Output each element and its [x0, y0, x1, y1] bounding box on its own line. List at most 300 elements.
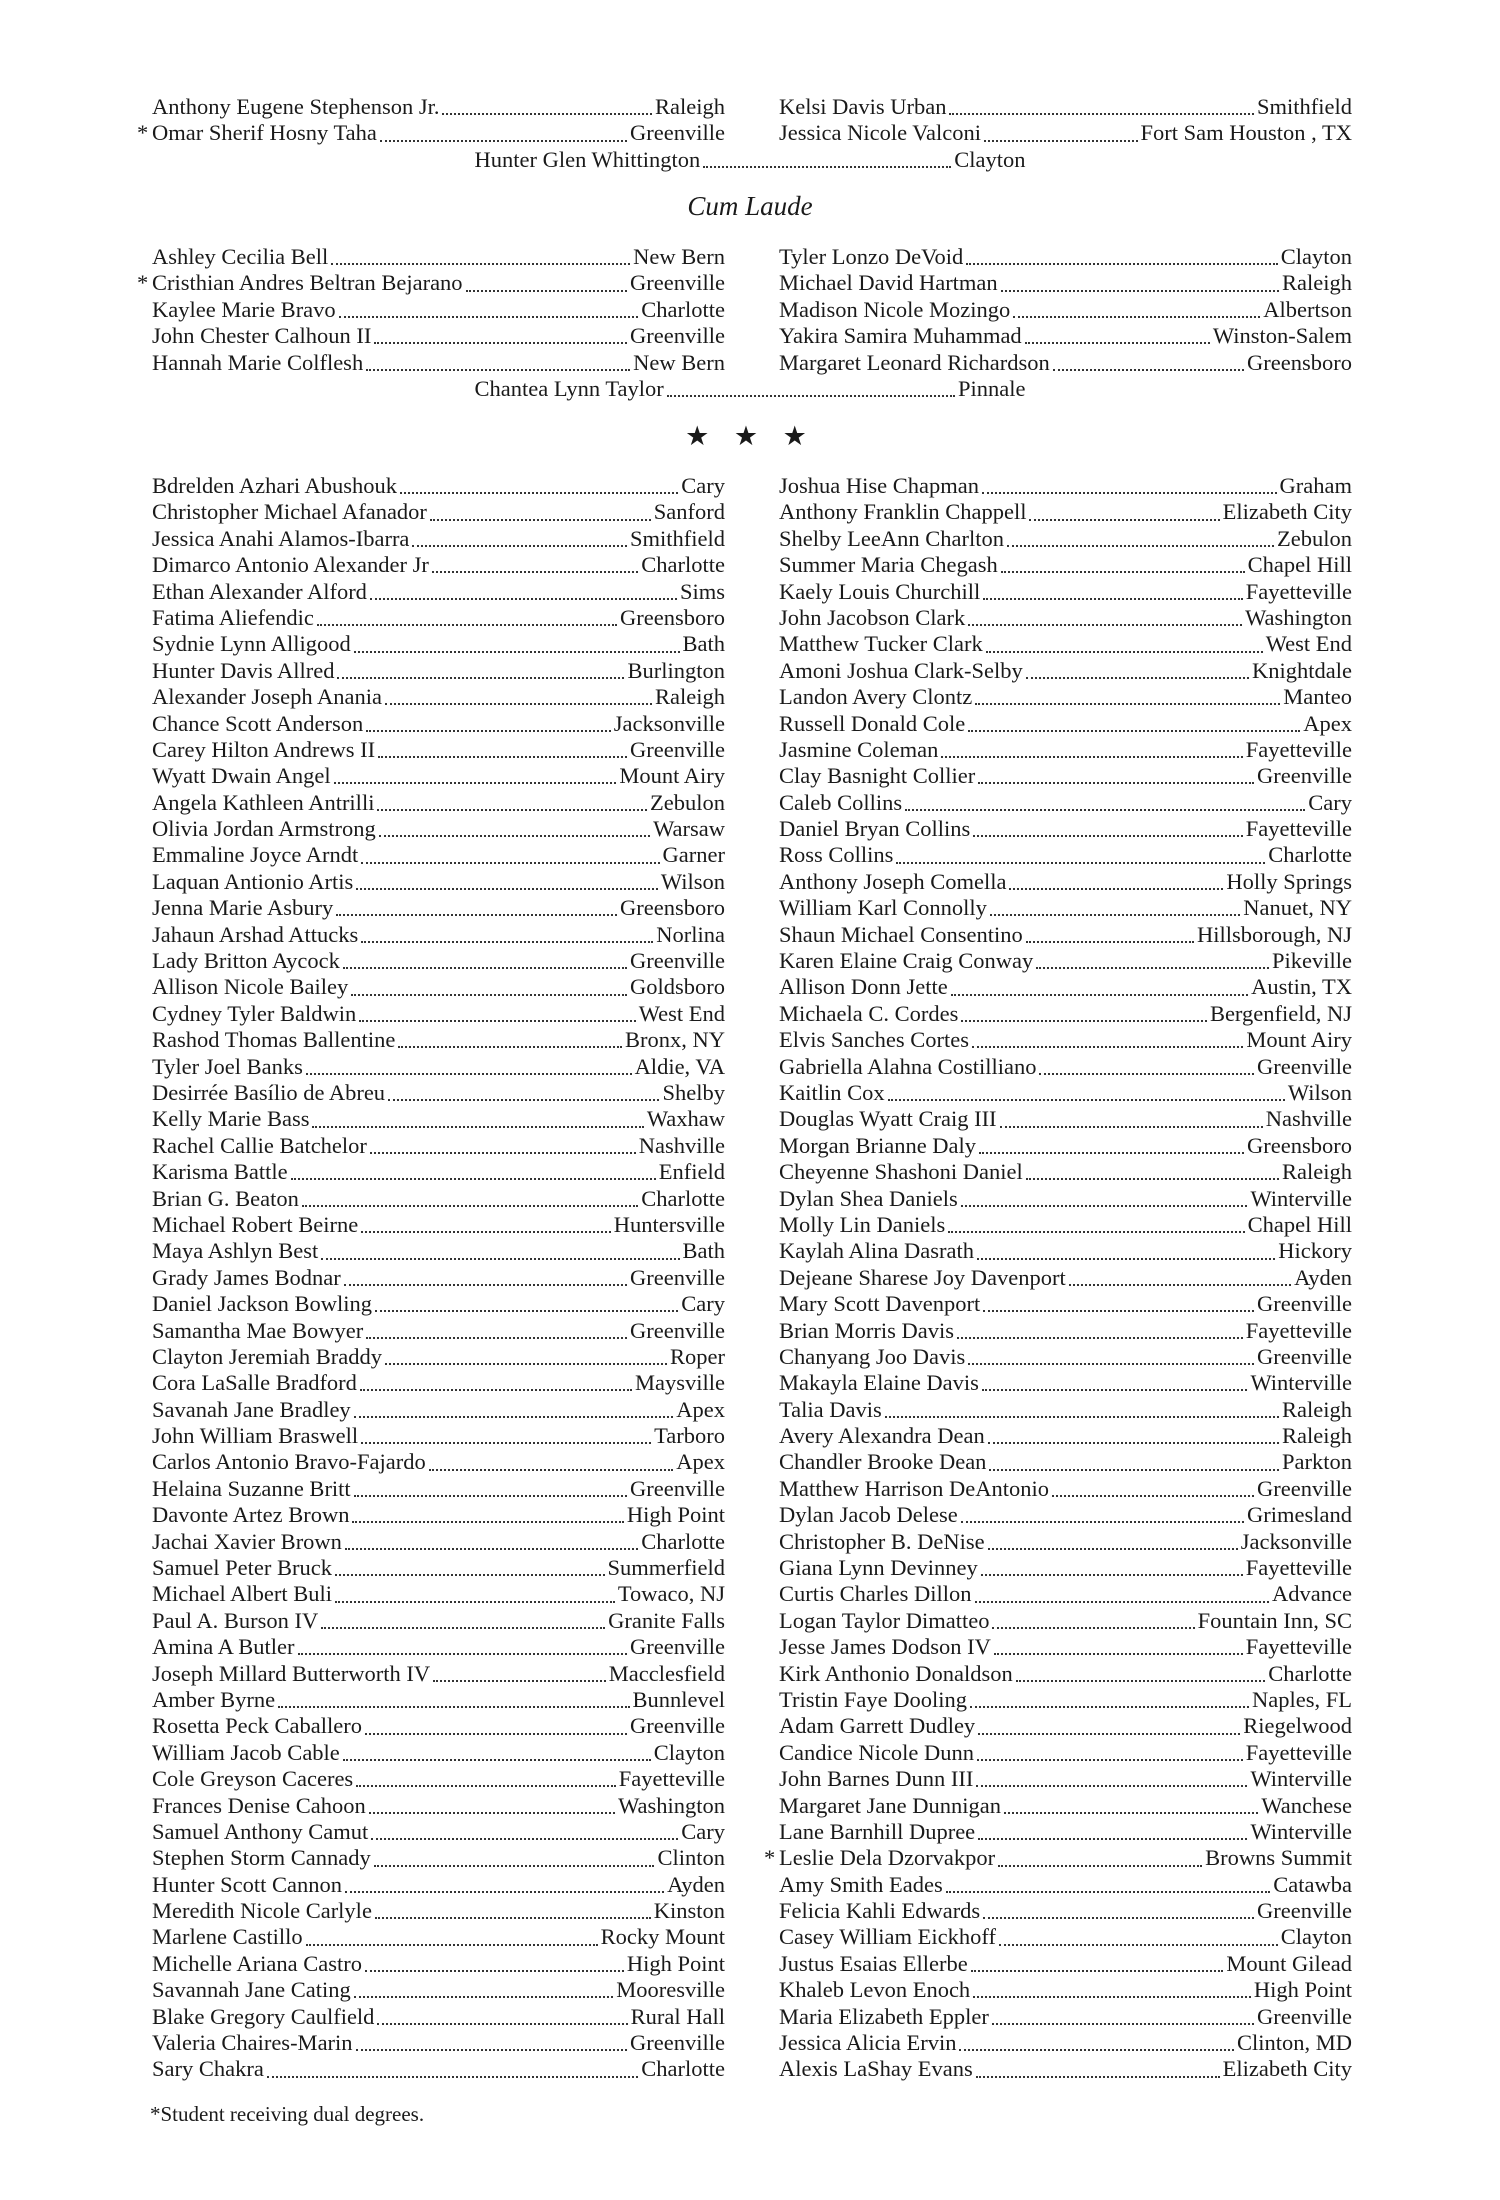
graduate-hometown: Jacksonville [1240, 1528, 1352, 1554]
graduate-name: Kaitlin Cox [779, 1079, 885, 1105]
graduate-hometown: Raleigh [1282, 270, 1352, 296]
graduate-hometown: Fayetteville [1245, 1634, 1352, 1660]
graduate-name: Tyler Lonzo DeVoid [779, 244, 964, 269]
graduate-hometown: Raleigh [1282, 1159, 1352, 1185]
graduate-entry [152, 1793, 725, 1819]
dot-leader [983, 1917, 1254, 1919]
graduate-name: Clayton Jeremiah Braddy [152, 1343, 382, 1369]
graduate-hometown: Nashville [1265, 1106, 1352, 1132]
graduate-entry [779, 816, 1352, 842]
graduate-hometown: Holly Springs [1226, 868, 1352, 894]
dot-leader [377, 2023, 627, 2025]
graduate-name: Douglas Wyatt Craig III [779, 1106, 997, 1132]
dot-leader [374, 342, 627, 344]
graduate-name: Kaely Louis Churchill [779, 578, 981, 604]
graduate-hometown: Greensboro [620, 895, 725, 921]
graduate-entry [779, 737, 1352, 763]
dot-leader [946, 1891, 1271, 1893]
dot-leader [951, 994, 1248, 996]
graduate-name: Caleb Collins [779, 789, 903, 815]
graduate-name: Mary Scott Davenport [779, 1291, 981, 1317]
dot-leader [317, 624, 617, 626]
graduate-entry [152, 1370, 725, 1396]
graduate-hometown: Winterville [1250, 1185, 1352, 1211]
dot-leader [366, 1337, 627, 1339]
graduate-entry [137, 270, 725, 296]
graduate-name: Fatima Aliefendic [152, 604, 314, 630]
graduate-entry [779, 1924, 1352, 1950]
dot-leader [959, 2049, 1234, 2051]
dot-leader [334, 782, 617, 784]
graduate-hometown: Bath [682, 631, 725, 657]
graduate-name: Samuel Peter Bruck [152, 1555, 332, 1581]
graduate-entry [152, 1977, 725, 2003]
graduate-entry [779, 552, 1352, 578]
graduate-entry [152, 869, 725, 895]
graduate-name: Lady Britton Aycock [152, 948, 340, 974]
graduate-entry [779, 1212, 1352, 1238]
dot-leader [306, 1073, 632, 1075]
graduate-entry [152, 763, 725, 789]
graduate-hometown: Charlotte [1268, 842, 1352, 868]
graduate-hometown: Chapel Hill [1247, 1211, 1352, 1237]
graduate-entry [779, 270, 1352, 296]
graduate-entry [779, 1238, 1352, 1264]
dot-leader [365, 1733, 627, 1735]
graduate-entry [152, 2056, 725, 2082]
graduate-hometown: Winston-Salem [1212, 323, 1352, 349]
graduate-entry [779, 1186, 1352, 1212]
graduate-entry [152, 1502, 725, 1528]
dot-leader [1052, 1495, 1254, 1497]
graduate-hometown: Greenville [1257, 1291, 1352, 1317]
graduate-name: Matthew Tucker Clark [779, 631, 983, 657]
dot-leader [949, 113, 1254, 115]
graduate-entry [779, 974, 1352, 1000]
graduate-entry [779, 631, 1352, 657]
graduate-name: Angela Kathleen Antrilli [152, 789, 375, 815]
graduate-hometown: Bronx, NY [625, 1027, 725, 1053]
dot-leader [343, 1759, 651, 1761]
graduate-name: John Barnes Dunn III [779, 1766, 974, 1792]
graduate-hometown: Kinston [653, 1898, 725, 1924]
dot-leader [968, 730, 1300, 732]
dot-leader [388, 1099, 659, 1101]
graduate-name: Hunter Glen Whittington [474, 147, 701, 172]
graduate-name: Madison Nicole Mozingo [779, 296, 1011, 322]
dot-leader [982, 1389, 1248, 1391]
cum-laude-heading: Cum Laude [687, 191, 813, 221]
graduate-hometown: Mooresville [616, 1977, 725, 2003]
dot-leader [370, 598, 677, 600]
graduate-hometown: Naples, FL [1252, 1686, 1352, 1712]
graduate-name: Cora LaSalle Bradford [152, 1370, 357, 1396]
graduate-name: Michaela C. Cordes [779, 1000, 959, 1026]
graduate-entry [779, 711, 1352, 737]
dot-leader [371, 1838, 678, 1840]
dot-leader [976, 1785, 1247, 1787]
graduate-hometown: Cary [681, 1291, 725, 1317]
graduate-name: Logan Taylor Dimatteo [779, 1607, 990, 1633]
graduate-hometown: Burlington [627, 657, 725, 683]
graduate-hometown: Fountain Inn, SC [1197, 1607, 1352, 1633]
graduate-name: Meredith Nicole Carlyle [152, 1898, 372, 1924]
graduate-name: Russell Donald Cole [779, 710, 966, 736]
dot-leader [981, 1574, 1243, 1576]
dot-leader [1025, 342, 1210, 344]
graduate-name: Shelby LeeAnn Charlton [779, 525, 1004, 551]
graduate-hometown: Clayton [1280, 244, 1352, 269]
graduate-entry [779, 684, 1352, 710]
graduate-hometown: High Point [626, 1950, 725, 1976]
graduate-hometown: Rural Hall [630, 2003, 725, 2029]
cum-laude-columns [137, 244, 1352, 376]
graduate-name: Summer Maria Chegash [779, 552, 998, 578]
graduate-name: Desirrée Basílio de Abreu [152, 1079, 386, 1105]
graduate-entry [779, 94, 1352, 120]
cum-laude-left-column [137, 244, 725, 376]
dot-leader [374, 1865, 655, 1867]
graduate-name: William Jacob Cable [152, 1739, 340, 1765]
graduate-name: Tristin Faye Dooling [779, 1686, 967, 1712]
graduate-entry [152, 552, 725, 578]
graduate-hometown: Greenville [630, 120, 725, 146]
dot-leader [466, 290, 627, 292]
graduate-name: Emmaline Joyce Arndt [152, 842, 359, 868]
graduate-entry [779, 1634, 1352, 1660]
graduate-name: Amy Smith Eades [779, 1871, 943, 1897]
graduate-name: Ethan Alexander Alford [152, 578, 367, 604]
dot-leader [973, 835, 1243, 837]
graduate-hometown: Greensboro [620, 604, 725, 630]
dot-leader [302, 1205, 638, 1207]
graduate-name: Christopher Michael Afanador [152, 499, 427, 525]
graduate-name: Chantea Lynn Taylor [474, 376, 664, 401]
graduate-name: Chandler Brooke Dean [779, 1449, 987, 1475]
graduate-entry [779, 1951, 1352, 1977]
graduate-entry [152, 499, 725, 525]
graduate-hometown: Greenville [630, 323, 725, 349]
graduate-hometown: Enfield [658, 1159, 725, 1185]
dot-leader [978, 1838, 1247, 1840]
graduate-hometown: Greenville [1257, 1898, 1352, 1924]
graduate-name: Jessica Alicia Ervin [779, 2030, 957, 2056]
dot-leader [400, 492, 678, 494]
graduate-entry [764, 1845, 1352, 1871]
graduate-entry [152, 1634, 725, 1660]
graduate-name: Clay Basnight Collier [779, 763, 976, 789]
dot-leader [359, 1020, 635, 1022]
graduate-hometown: Garner [662, 842, 725, 868]
dot-leader [339, 316, 639, 318]
graduate-entry [152, 737, 725, 763]
top-left-column [137, 94, 725, 147]
graduate-hometown: Roper [670, 1343, 725, 1369]
graduate-entry [152, 1423, 725, 1449]
graduate-entry [152, 1529, 725, 1555]
graduate-entry [152, 1608, 725, 1634]
dot-leader [977, 1258, 1275, 1260]
dot-leader [321, 1258, 679, 1260]
graduate-hometown: Cary [1308, 789, 1352, 815]
graduate-hometown: Fayetteville [1245, 736, 1352, 762]
graduate-name: Christopher B. DeNise [779, 1528, 985, 1554]
graduate-name: Anthony Franklin Chappell [779, 499, 1027, 525]
graduate-name: Hannah Marie Colflesh [152, 349, 364, 375]
section-separator-stars: ★ ★ ★ [685, 421, 815, 452]
graduate-name: Savannah Jane Cating [152, 1977, 351, 2003]
graduate-hometown: Fayetteville [1245, 1739, 1352, 1765]
dot-leader [378, 756, 627, 758]
graduate-entry [152, 922, 725, 948]
graduate-hometown: Greenville [630, 1264, 725, 1290]
graduate-entry [152, 244, 725, 270]
dot-leader [1016, 1680, 1266, 1682]
graduate-hometown: Greenville [630, 1634, 725, 1660]
graduate-entry [475, 376, 1026, 402]
graduate-entry [779, 1581, 1352, 1607]
graduate-name: Anthony Joseph Comella [779, 868, 1007, 894]
dot-leader [941, 756, 1242, 758]
graduate-entry [779, 1898, 1352, 1924]
graduate-hometown: Raleigh [655, 94, 725, 119]
dot-leader [988, 1548, 1238, 1550]
graduate-hometown: Bergenfield, NJ [1209, 1000, 1352, 1026]
graduate-entry [779, 1740, 1352, 1766]
graduate-entry [152, 842, 725, 868]
graduate-entry [152, 816, 725, 842]
dot-leader [442, 113, 652, 115]
graduate-name: Kaylah Alina Dasrath [779, 1238, 974, 1264]
graduate-entry [152, 1476, 725, 1502]
graduate-name: Joseph Millard Butterworth IV [152, 1660, 431, 1686]
graduate-name: Olivia Jordan Armstrong [152, 816, 376, 842]
graduate-entry [152, 631, 725, 657]
graduate-entry [779, 473, 1352, 499]
graduate-name: Tyler Joel Banks [152, 1053, 303, 1079]
dot-leader [986, 651, 1263, 653]
graduate-entry [779, 790, 1352, 816]
dot-leader [982, 492, 1277, 494]
dual-degree-footnote: *Student receiving dual degrees. [150, 2102, 425, 2126]
dot-leader [298, 1653, 628, 1655]
graduate-entry [152, 1766, 725, 1792]
graduate-name: Grady James Bodnar [152, 1264, 341, 1290]
graduate-hometown: Hickory [1278, 1238, 1352, 1264]
graduate-name: Jessica Nicole Valconi [779, 120, 982, 146]
graduate-hometown: Cary [681, 1818, 725, 1844]
dot-leader [360, 1389, 632, 1391]
graduate-entry [779, 2004, 1352, 2030]
graduate-name: Cydney Tyler Baldwin [152, 1000, 357, 1026]
graduate-entry [152, 1555, 725, 1581]
graduate-entry [779, 948, 1352, 974]
graduate-hometown: Grimesland [1247, 1502, 1352, 1528]
graduate-name: Blake Gregory Caulfield [152, 2003, 375, 2029]
graduate-name: Hunter Davis Allred [152, 657, 335, 683]
graduate-hometown: Summerfield [607, 1555, 725, 1581]
dot-leader [961, 1205, 1248, 1207]
dot-leader [343, 967, 627, 969]
graduate-hometown: Washington [1245, 604, 1352, 630]
graduate-hometown: Charlotte [641, 296, 725, 322]
dot-leader [975, 703, 1280, 705]
dot-leader [667, 395, 955, 397]
graduate-hometown: Fayetteville [1245, 816, 1352, 842]
graduate-entry [152, 1872, 725, 1898]
graduate-hometown: Charlotte [641, 1528, 725, 1554]
dot-leader [1053, 369, 1244, 371]
graduate-name: Margaret Jane Dunnigan [779, 1792, 1002, 1818]
dot-leader [983, 598, 1243, 600]
graduate-hometown: Granite Falls [608, 1607, 725, 1633]
graduate-name: Leslie Dela Dzorvakpor [779, 1845, 996, 1871]
dot-leader [356, 2049, 627, 2051]
graduate-hometown: High Point [626, 1502, 725, 1528]
graduate-entry [137, 120, 725, 146]
graduate-hometown: Winterville [1250, 1818, 1352, 1844]
dot-leader [345, 1891, 664, 1893]
graduate-name: Giana Lynn Devinney [779, 1555, 978, 1581]
graduate-name: Talia Davis [779, 1396, 882, 1422]
cum-laude-right-column [779, 244, 1352, 376]
dot-leader [1013, 316, 1260, 318]
graduate-entry [779, 1476, 1352, 1502]
graduate-name: Samantha Mae Bowyer [152, 1317, 364, 1343]
graduate-name: Allison Nicole Bailey [152, 974, 349, 1000]
graduate-entry [779, 244, 1352, 270]
dot-leader [356, 888, 658, 890]
dot-leader [430, 519, 651, 521]
dot-leader [1001, 571, 1245, 573]
dot-leader [957, 1337, 1243, 1339]
graduate-name: Cheyenne Shashoni Daniel [779, 1159, 1023, 1185]
graduate-entry [779, 1159, 1352, 1185]
dot-leader [354, 1495, 627, 1497]
graduate-entry [779, 1502, 1352, 1528]
graduate-hometown: Greenville [630, 1713, 725, 1739]
dot-leader [989, 1469, 1279, 1471]
graduate-hometown: High Point [1253, 1977, 1352, 2003]
dot-leader [351, 994, 627, 996]
graduate-hometown: Greenville [630, 2030, 725, 2056]
graduate-name: Chance Scott Anderson [152, 710, 364, 736]
graduate-name: Casey William Eickhoff [779, 1924, 996, 1950]
dot-leader [1026, 941, 1194, 943]
dot-leader [354, 1996, 614, 1998]
graduate-entry [152, 1449, 725, 1475]
graduate-entry [779, 1555, 1352, 1581]
graduate-name: Frances Denise Cahoon [152, 1792, 366, 1818]
graduate-hometown: Macclesfield [608, 1660, 725, 1686]
graduate-entry [779, 526, 1352, 552]
graduate-name: Allison Donn Jette [779, 974, 948, 1000]
graduate-name: Kelly Marie Bass [152, 1106, 310, 1132]
graduate-entry [152, 94, 725, 120]
graduate-name: Joshua Hise Chapman [779, 473, 979, 498]
graduate-name: Cristhian Andres Beltran Bejarano [152, 270, 463, 296]
graduate-hometown: Aldie, VA [634, 1053, 725, 1079]
graduate-name: Laquan Antionio Artis [152, 868, 354, 894]
graduate-hometown: Ayden [1294, 1264, 1352, 1290]
dot-leader [1001, 290, 1279, 292]
dot-leader [278, 1706, 629, 1708]
dot-leader [432, 571, 638, 573]
graduate-hometown: West End [1265, 631, 1352, 657]
graduate-entry [779, 895, 1352, 921]
dot-leader [380, 140, 627, 142]
graduate-hometown: Wilson [1287, 1079, 1352, 1105]
dot-leader [1000, 1126, 1263, 1128]
graduate-entry [152, 1951, 725, 1977]
graduate-name: Maria Elizabeth Eppler [779, 2003, 989, 2029]
graduate-name: Chanyang Joo Davis [779, 1343, 966, 1369]
dot-leader [970, 1706, 1249, 1708]
graduate-entry [152, 473, 725, 499]
graduate-entry [152, 1133, 725, 1159]
graduate-entry [779, 1370, 1352, 1396]
dot-leader [948, 1231, 1244, 1233]
graduate-hometown: Elizabeth City [1222, 499, 1352, 525]
graduate-name: Daniel Bryan Collins [779, 816, 971, 842]
graduate-entry [475, 147, 1026, 173]
graduate-name: Hunter Scott Cannon [152, 1871, 342, 1897]
graduate-entry [152, 1001, 725, 1027]
graduate-hometown: Nashville [638, 1132, 725, 1158]
graduate-hometown: Bunnlevel [632, 1686, 725, 1712]
graduate-name: Shaun Michael Consentino [779, 921, 1023, 947]
graduate-hometown: Pikeville [1272, 948, 1352, 974]
graduate-name: Molly Lin Daniels [779, 1211, 946, 1237]
graduate-hometown: Clinton, MD [1236, 2030, 1352, 2056]
graduate-name: Amber Byrne [152, 1686, 276, 1712]
graduate-entry [779, 579, 1352, 605]
dot-leader [999, 1944, 1278, 1946]
graduate-name: John Chester Calhoun II [152, 323, 372, 349]
graduate-hometown: Rocky Mount [600, 1924, 725, 1950]
graduate-entry [779, 1054, 1352, 1080]
graduate-entry [152, 1687, 725, 1713]
graduate-hometown: Maysville [635, 1370, 725, 1396]
dot-leader [335, 1601, 615, 1603]
graduate-hometown: Wanchese [1261, 1792, 1352, 1818]
dot-leader [1026, 677, 1249, 679]
dot-leader [331, 263, 630, 265]
graduate-name: Savanah Jane Bradley [152, 1396, 351, 1422]
graduate-name: Amoni Joshua Clark-Selby [779, 657, 1023, 683]
dot-leader [1029, 519, 1219, 521]
graduate-entry [152, 297, 725, 323]
graduate-hometown: Smithfield [1257, 94, 1352, 119]
graduate-name: Alexander Joseph Anania [152, 684, 382, 710]
dot-leader [370, 1152, 636, 1154]
graduate-entry [152, 1238, 725, 1264]
graduate-hometown: New Bern [633, 244, 725, 269]
graduate-entry [152, 1106, 725, 1132]
dot-leader [345, 1548, 638, 1550]
graduate-name: Margaret Leonard Richardson [779, 349, 1050, 375]
graduate-name: Carlos Antonio Bravo-Fajardo [152, 1449, 426, 1475]
graduate-name: Ashley Cecilia Bell [152, 244, 329, 269]
graduate-entry [779, 869, 1352, 895]
graduate-entry [779, 1080, 1352, 1106]
dot-leader [412, 545, 627, 547]
graduate-hometown: Clayton [954, 147, 1026, 172]
dot-leader [312, 1126, 643, 1128]
graduate-hometown: Mount Airy [619, 763, 725, 789]
graduate-entry [779, 1318, 1352, 1344]
graduate-hometown: Fayetteville [1245, 578, 1352, 604]
